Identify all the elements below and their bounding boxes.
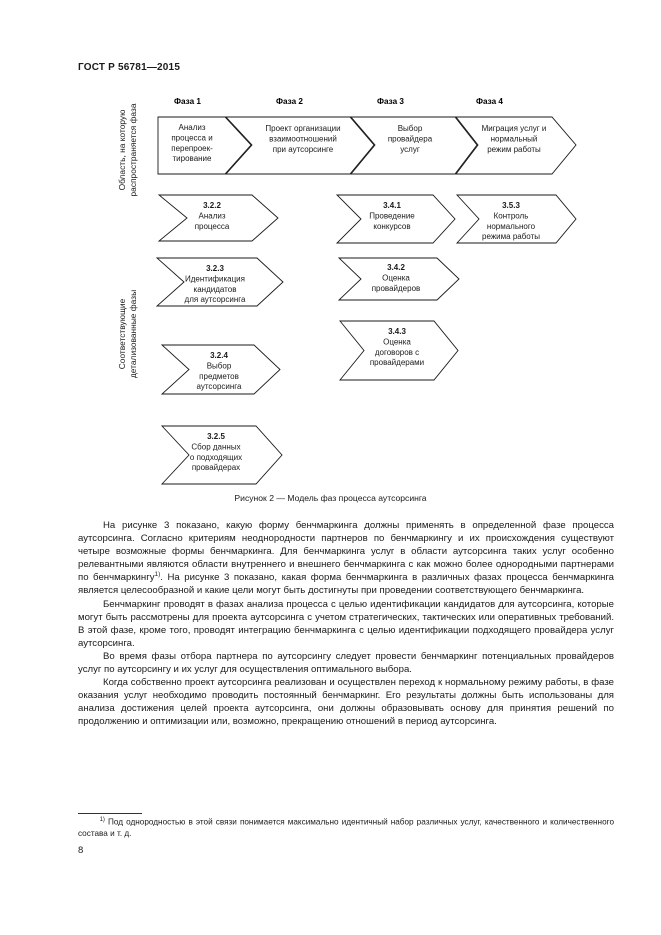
subphase-text: конкурсов [373,221,411,231]
subphase-text: Оценка [383,337,411,347]
subphase-number: 3.2.5 [207,432,225,441]
body-text [78,519,614,729]
paragraph-2: Бенчмаркинг проводят в фазах анализа процесса с целью идентификации кандидатов для аутсорсинга, которые могут быть рассмотрены для проекта аутсорсинга с учетом стратегических, тактических или оперативных требований. В этой фазе, кроме того, проводят интеграцию бенчмаркинга с целью идентификации подходящего провайдера услуг аутсорсинга. [78,598,614,649]
subphase-text: о подходящих [189,452,243,462]
subphase-number: 3.4.1 [383,201,401,210]
subphase-number: 3.4.2 [387,263,405,272]
subphase-text: провайдерах [191,463,241,473]
subphase-text: Анализ [198,211,226,221]
subphase-text: Проведение [369,211,415,221]
subphase-number: 3.4.3 [388,327,406,336]
subphase-text: режима работы [482,232,540,242]
subphase-text: договоров с [374,347,420,357]
figure-caption: Рисунок 2 — Модель фаз процесса аутсорсинга [234,493,427,503]
paragraph-1: На рисунке 3 показано, какую форму бенчмаркинга должны применять в определенной фазе процесса аутсорсинга. Согласно критериям неоднородности партнеров по бенчмаркингу и их происхождения существуют четыре возможные формы бенчмаркинга. Для бенчмаркинга услуг в области аутсорсинга таких услуг особенно релевантными являются области внутреннего и внешнего бенчмаркинга с как можно более однородными партнерами по бенчмаркингу$^{1)}$. На рисунке 3 показано, какая форма бенчмаркинга в различных фазах процесса бенчмаркинга является целесообразной и какие цели могут быть достигнуты при проведении соответствующего бенчмаркинга. [78,520,615,597]
subphase-number: 3.5.3 [502,201,520,210]
subphase-text: Идентификация [185,274,245,284]
phase-text: процесса и [171,133,213,143]
subphase-number: 3.2.3 [206,264,224,273]
document-header: ГОСТ Р 56781—2015 [78,62,181,73]
footnote-text: Под однородностью в этой связи понимается максимально идентичный набор различных услуг, качественного и количественного состава и т. д. [78,817,614,838]
footnote-separator [78,813,142,814]
phase-text: Проект организации [265,124,341,133]
footnote-reference: 1) [154,571,161,579]
phase-text: Анализ [178,123,206,132]
phase-label: Фаза 3 [377,97,404,106]
page-number: 8 [78,845,84,856]
phase-label: Фаза 4 [476,97,503,106]
phase-text: режим работы [487,144,541,154]
side-label-detail: Соответствующие [117,298,127,370]
subphase-number: 3.2.4 [210,351,228,360]
footnote [78,815,614,839]
side-label-scope: распространяется фаза [128,103,138,197]
phase-text: нормальный [490,134,538,144]
paragraph-4: Когда собственно проект аутсорсинга реализован и осуществлен переход к нормальному режиму работы, в фазе оказания услуг необходимо проводить постоянный бенчмаркинг. Его результаты должны быть использованы для анализа достижения целей проекта аутсорсинга, они должны образовывать основу для принятия решений по продолжению и оптимизации или, возможно, прекращению отношений в период аутсорсинга. [78,677,614,728]
paragraph-3: Во время фазы отбора партнера по аутсорсингу следует провести бенчмаркинг потенциальных провайдеров услуг по аутсорсингу и их услуг для осуществления оптимального выбора. [78,650,614,676]
side-label-detail: детализованные фазы [128,289,138,379]
subphase-text: Оценка [382,273,410,283]
subphase-number: 3.2.2 [203,201,221,210]
phase-text: Миграция услуг и [481,124,547,133]
phase-text: провайдера [387,134,433,144]
subphase-text: Контроль [493,211,529,221]
phase-text: при аутсорсинге [272,144,334,154]
subphase-text: провайдерами [369,358,425,368]
subphase-text: нормального [486,221,536,231]
subphase-text: для аутсорсинга [184,295,246,305]
subphase-text: провайдеров [371,283,421,293]
subphase-text: предметов [199,371,239,381]
phase-text: тирование [172,154,212,164]
phase-label: Фаза 2 [276,97,303,106]
phase-text: Выбор [397,124,423,133]
subphase-text: Сбор данных [191,442,241,452]
phase-text: перепроек- [171,143,213,153]
footnote-mark: 1) [99,817,105,823]
side-label-scope: Область, на которую [117,109,127,191]
phase-text: услуг [400,144,420,154]
phase-text: взаимоотношений [269,134,337,144]
phase-label: Фаза 1 [174,97,201,106]
subphase-text: кандидатов [193,284,237,294]
subphase-text: процесса [194,221,230,231]
subphase-text: аутсорсинга [196,382,242,392]
subphase-text: Выбор [206,361,232,371]
